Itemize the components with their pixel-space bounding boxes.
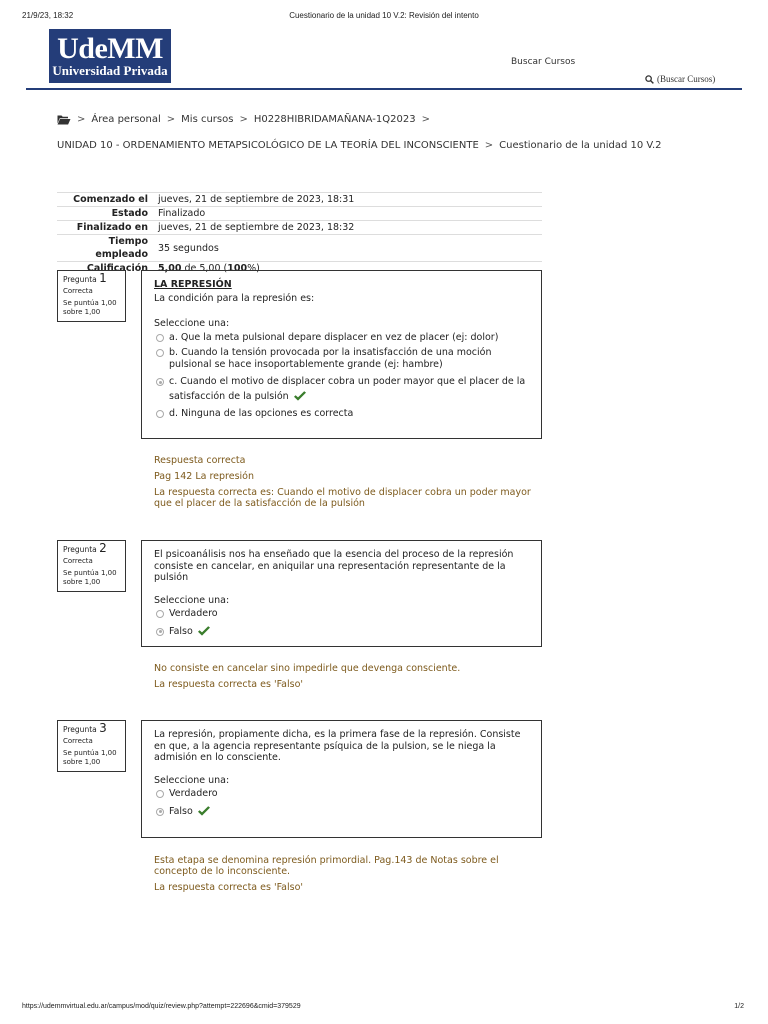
radio-button[interactable] <box>156 410 164 418</box>
print-datetime: 21/9/23, 18:32 <box>22 11 74 20</box>
feedback-line: No consiste en cancelar sino impedirle que devenga consciente. <box>154 663 461 674</box>
print-page-number: 1/2 <box>734 1003 744 1010</box>
grade-value: 5,00 <box>158 263 182 274</box>
summary-label: Tiempo empleado <box>57 235 154 262</box>
question-score: Se puntúa 1,00 sobre 1,00 <box>63 749 117 766</box>
feedback-line: Respuesta correcta <box>154 455 246 466</box>
question-feedback <box>154 663 534 695</box>
radio-button-selected[interactable] <box>156 808 164 816</box>
grade-rest: de 5,00 ( <box>181 263 228 274</box>
question-number-value: 2 <box>99 541 107 555</box>
question-number-value: 1 <box>99 271 107 285</box>
question-info <box>57 720 126 772</box>
question-feedback <box>154 855 534 898</box>
question-label: Pregunta <box>63 275 97 284</box>
answer-prompt: Seleccione una: <box>154 318 230 329</box>
question-feedback <box>154 455 534 514</box>
attempt-summary-table <box>57 192 542 275</box>
question-content <box>141 720 542 838</box>
folder-open-icon[interactable] <box>57 114 71 125</box>
option-text: b. Cuando la tensión provocada por la insatisfacción de una moción pulsional se hace insoportablemente grande (ej: hambre) <box>169 347 492 370</box>
check-icon <box>197 626 211 637</box>
question-number <box>63 721 120 735</box>
radio-button[interactable] <box>156 790 164 798</box>
question-status: Correcta <box>63 737 93 745</box>
option-text <box>169 626 211 638</box>
breadcrumb-separator: > <box>421 114 430 125</box>
answer-option[interactable] <box>154 347 529 370</box>
radio-button[interactable] <box>156 349 164 357</box>
breadcrumb-separator: > <box>484 140 494 151</box>
radio-button-selected[interactable] <box>156 378 164 386</box>
option-text <box>169 374 529 404</box>
question-score: Se puntúa 1,00 sobre 1,00 <box>63 299 117 316</box>
question-number <box>63 541 120 555</box>
breadcrumb-course[interactable]: H0228HIBRIDAMAÑANA-1Q2023 <box>253 114 416 125</box>
breadcrumb-line2 <box>57 140 662 151</box>
breadcrumb <box>57 114 436 125</box>
feedback-line: Pag 142 La represión <box>154 471 254 482</box>
breadcrumb-separator: > <box>77 114 86 125</box>
feedback-line: La respuesta correcta es: Cuando el motivo de displacer cobra un poder mayor que el placer de la satisfacción de la pulsión <box>154 487 531 509</box>
grade-rest-end: %) <box>247 263 260 274</box>
option-text: Verdadero <box>169 788 218 799</box>
summary-value: jueves, 21 de septiembre de 2023, 18:31 <box>154 193 542 207</box>
check-icon <box>293 391 307 402</box>
summary-label: Comenzado el <box>57 193 154 207</box>
option-text: d. Ninguna de las opciones es correcta <box>169 408 354 419</box>
option-text-value: Falso <box>169 805 193 817</box>
breadcrumb-mis-cursos[interactable]: Mis cursos <box>181 114 234 125</box>
udemm-logo[interactable] <box>49 29 171 83</box>
search-button-label: (Buscar Cursos) <box>657 74 716 84</box>
feedback-line: La respuesta correcta es 'Falso' <box>154 679 303 690</box>
answer-option-selected[interactable] <box>154 806 529 818</box>
question-content <box>141 270 542 439</box>
answer-option-selected[interactable] <box>154 374 529 404</box>
summary-value: jueves, 21 de septiembre de 2023, 18:32 <box>154 221 542 235</box>
question-title: LA REPRESIÓN <box>154 279 232 290</box>
question-status: Correcta <box>63 287 93 295</box>
question-status: Correcta <box>63 557 93 565</box>
radio-button[interactable] <box>156 334 164 342</box>
question-content <box>141 540 542 647</box>
check-icon <box>197 806 211 817</box>
option-text: Verdadero <box>169 608 218 619</box>
breadcrumb-quiz[interactable]: Cuestionario de la unidad 10 V.2 <box>499 140 662 151</box>
feedback-line: La respuesta correcta es 'Falso' <box>154 882 303 893</box>
answer-option-selected[interactable] <box>154 626 529 638</box>
summary-row-finished <box>57 221 542 235</box>
summary-row-started <box>57 193 542 207</box>
option-text-value: Falso <box>169 625 193 637</box>
question-text: La condición para la represión es: <box>154 292 315 304</box>
answer-option[interactable] <box>154 608 529 620</box>
answer-option[interactable] <box>154 332 529 344</box>
answer-option[interactable] <box>154 788 529 800</box>
search-courses-button[interactable] <box>645 74 715 84</box>
print-doc-title: Cuestionario de la unidad 10 V.2: Revisión del intento <box>289 11 479 20</box>
logo-line2: Universidad Privada <box>52 63 168 78</box>
question-text: El psicoanálisis nos ha enseñado que la esencia del proceso de la represión consiste en cancelar, en aniquilar una representación representante de la pulsión <box>154 549 514 583</box>
logo-line1: UdeMM <box>57 32 163 65</box>
summary-label: Finalizado en <box>57 221 154 235</box>
answer-option[interactable] <box>154 408 529 420</box>
summary-label: Estado <box>57 207 154 221</box>
question-score: Se puntúa 1,00 sobre 1,00 <box>63 569 117 586</box>
summary-row-time <box>57 235 542 262</box>
grade-percent: 100 <box>227 263 248 274</box>
option-text: a. Que la meta pulsional depare displacer en vez de placer (ej: dolor) <box>169 331 499 343</box>
question-text: La represión, propiamente dicha, es la primera fase de la represión. Consiste en que, a la agencia representante psíquica de la pulsion, se le niega la admisión en lo consciente. <box>154 729 521 763</box>
radio-button-selected[interactable] <box>156 628 164 636</box>
question-info <box>57 270 126 322</box>
breadcrumb-separator: > <box>239 114 248 125</box>
option-text-value: c. Cuando el motivo de displacer cobra un poder mayor que el placer de la satisfacción de la pulsión <box>169 376 526 402</box>
question-number <box>63 271 120 285</box>
search-icon <box>645 75 654 84</box>
question-label: Pregunta <box>63 545 97 554</box>
summary-value: Finalizado <box>154 207 542 221</box>
option-text <box>169 806 211 818</box>
breadcrumb-unit[interactable]: UNIDAD 10 - ORDENAMIENTO METAPSICOLÓGICO DE LA TEORÍA DEL INCONSCIENTE <box>57 140 479 151</box>
answer-prompt: Seleccione una: <box>154 774 230 786</box>
summary-value: 35 segundos <box>154 235 542 262</box>
answer-prompt: Seleccione una: <box>154 594 230 606</box>
radio-button[interactable] <box>156 610 164 618</box>
feedback-line: Esta etapa se denomina represión primordial. Pag.143 de Notas sobre el concepto de lo inconsciente. <box>154 855 499 877</box>
summary-label: Calificación <box>57 262 154 276</box>
print-url: https://udemmvirtual.edu.ar/campus/mod/quiz/review.php?attempt=222696&cmid=379529 <box>22 1003 301 1010</box>
question-info <box>57 540 126 592</box>
breadcrumb-area-personal[interactable]: Área personal <box>91 114 161 125</box>
search-courses-link[interactable]: Buscar Cursos <box>511 57 576 67</box>
question-number-value: 3 <box>99 721 107 735</box>
question-label: Pregunta <box>63 725 97 734</box>
breadcrumb-separator: > <box>166 114 176 125</box>
header-divider <box>26 88 742 90</box>
summary-row-state <box>57 207 542 221</box>
